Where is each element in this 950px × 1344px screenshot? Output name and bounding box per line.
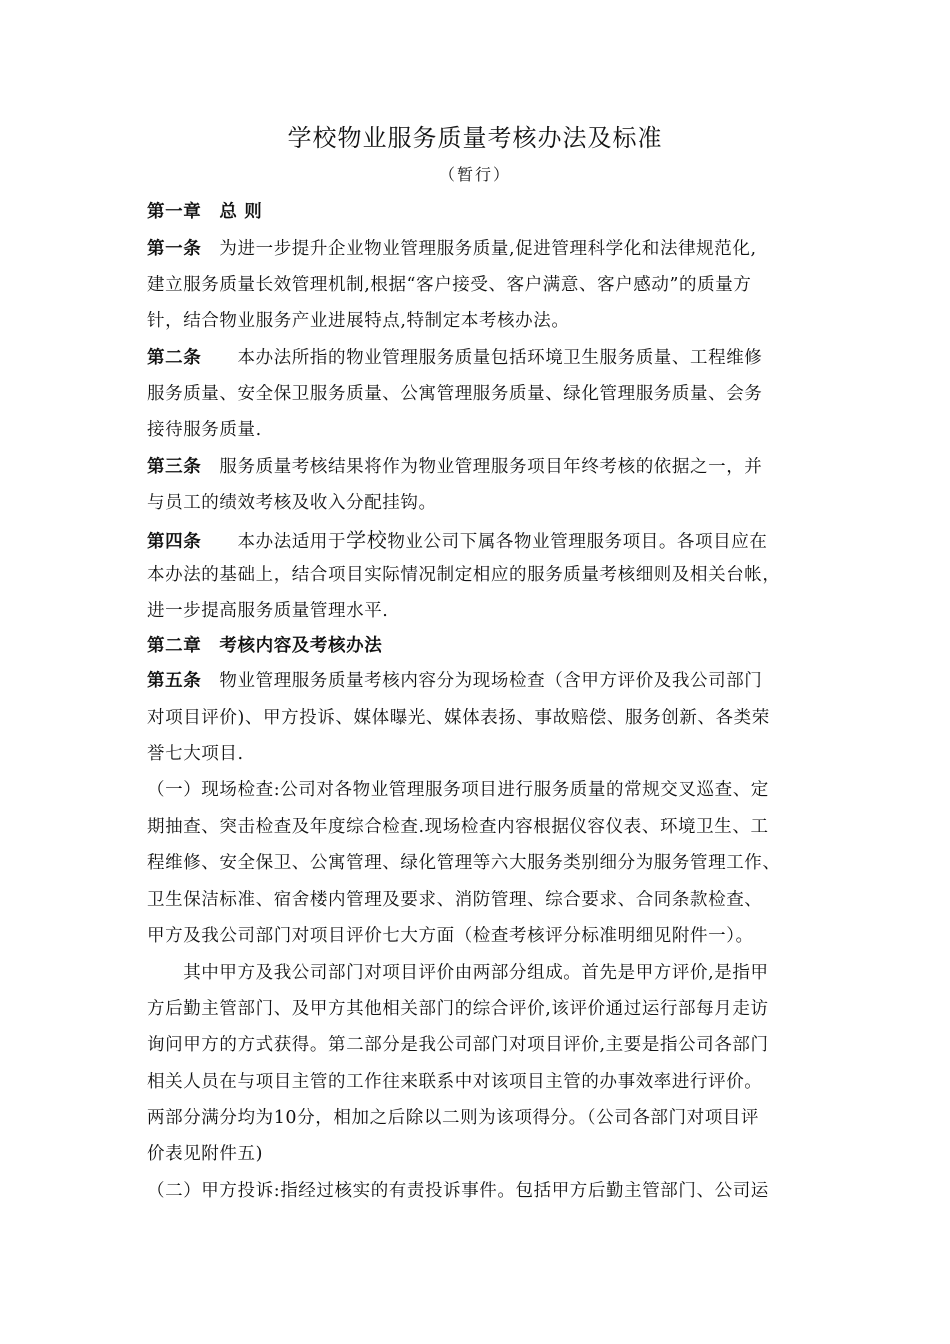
section-1-line-3: 程维修、安全保卫、公寓管理、绿化管理等六大服务类别细分为服务管理工作、 — [147, 853, 781, 873]
section-1-line-4: 卫生保洁标准、宿舍楼内管理及要求、消防管理、综合要求、合同条款检查、 — [147, 890, 763, 910]
paragraph-line-1: 其中甲方及我公司部门对项目评价由两部分组成。首先是甲方评价,是指甲 — [147, 963, 769, 983]
article-5-line-1 — [147, 667, 762, 692]
article-3-label: 第三条 — [147, 457, 202, 477]
article-2-line-3: 接待服务质量. — [147, 420, 262, 440]
chapter-1-heading: 第一章 总 则 — [147, 202, 263, 222]
paragraph-line-6: 价表见附件五) — [147, 1144, 264, 1164]
paragraph-line-5: 两部分满分均为10分，相加之后除以二则为该项得分。（公司各部门对项目评 — [147, 1108, 760, 1128]
section-1-line-1: （一）现场检查:公司对各物业管理服务项目进行服务质量的常规交叉巡查、定 — [147, 780, 769, 800]
paragraph-line-3: 询问甲方的方式获得。第二部分是我公司部门对项目评价,主要是指公司各部门 — [147, 1035, 769, 1055]
document-title: 学校物业服务质量考核办法及标准 — [287, 124, 663, 152]
article-3-line-2: 与员工的绩效考核及收入分配挂钩。 — [147, 493, 437, 513]
article-1-line-2: 建立服务质量长效管理机制,根据“客户接受、客户满意、客户感动”的质量方 — [147, 275, 752, 295]
article-2-line-1 — [147, 344, 762, 369]
chapter-2-heading: 第二章 考核内容及考核办法 — [147, 636, 383, 656]
article-1-line-1 — [147, 235, 757, 260]
article-4-text-b: 物业公司下属各物业管理服务项目。各项目应在 — [387, 532, 768, 552]
article-2-text: 本办法所指的物业管理服务质量包括环境卫生服务质量、工程维修 — [201, 348, 763, 368]
article-4-school-name: 学校 — [346, 528, 388, 552]
article-2-line-2: 服务质量、安全保卫服务质量、公寓管理服务质量、绿化管理服务质量、会务 — [147, 384, 763, 404]
article-3-text: 服务质量考核结果将作为物业管理服务项目年终考核的依据之一，并 — [201, 457, 763, 477]
article-2-label: 第二条 — [147, 348, 202, 368]
article-1-label: 第一条 — [147, 239, 202, 259]
article-4-text-a: 本办法适用于 — [201, 532, 347, 552]
article-3-line-1 — [147, 453, 762, 478]
article-4-label: 第四条 — [147, 532, 202, 552]
article-5-line-3: 誉七大项目. — [147, 744, 244, 764]
article-5-label: 第五条 — [147, 671, 202, 691]
paragraph-line-4: 相关人员在与项目主管的工作往来联系中对该项目主管的办事效率进行评价。 — [147, 1072, 763, 1092]
article-4-line-3: 进一步提高服务质量管理水平. — [147, 601, 389, 621]
article-1-text: 为进一步提升企业物业管理服务质量,促进管理科学化和法律规范化, — [201, 239, 757, 259]
article-4-line-2: 本办法的基础上，结合项目实际情况制定相应的服务质量考核细则及相关台帐， — [147, 565, 781, 585]
article-1-line-3: 针，结合物业服务产业进展特点,特制定本考核办法。 — [147, 311, 570, 331]
section-1-line-5: 甲方及我公司部门对项目评价七大方面（检查考核评分标准明细见附件一）。 — [147, 926, 754, 946]
section-1-line-2: 期抽查、突击检查及年度综合检查.现场检查内容根据仪容仪表、环境卫生、工 — [147, 817, 769, 837]
article-5-text: 物业管理服务质量考核内容分为现场检查（含甲方评价及我公司部门 — [201, 671, 763, 691]
paragraph-line-2: 方后勤主管部门、及甲方其他相关部门的综合评价,该评价通过运行部每月走访 — [147, 999, 769, 1019]
section-2-line-1: （二）甲方投诉:指经过核实的有责投诉事件。包括甲方后勤主管部门、公司运 — [147, 1181, 769, 1201]
article-4-line-1 — [147, 524, 767, 553]
document-subtitle: （暂行） — [438, 165, 511, 184]
article-5-line-2: 对项目评价)、甲方投诉、媒体曝光、媒体表扬、事故赔偿、服务创新、各类荣 — [147, 708, 770, 728]
